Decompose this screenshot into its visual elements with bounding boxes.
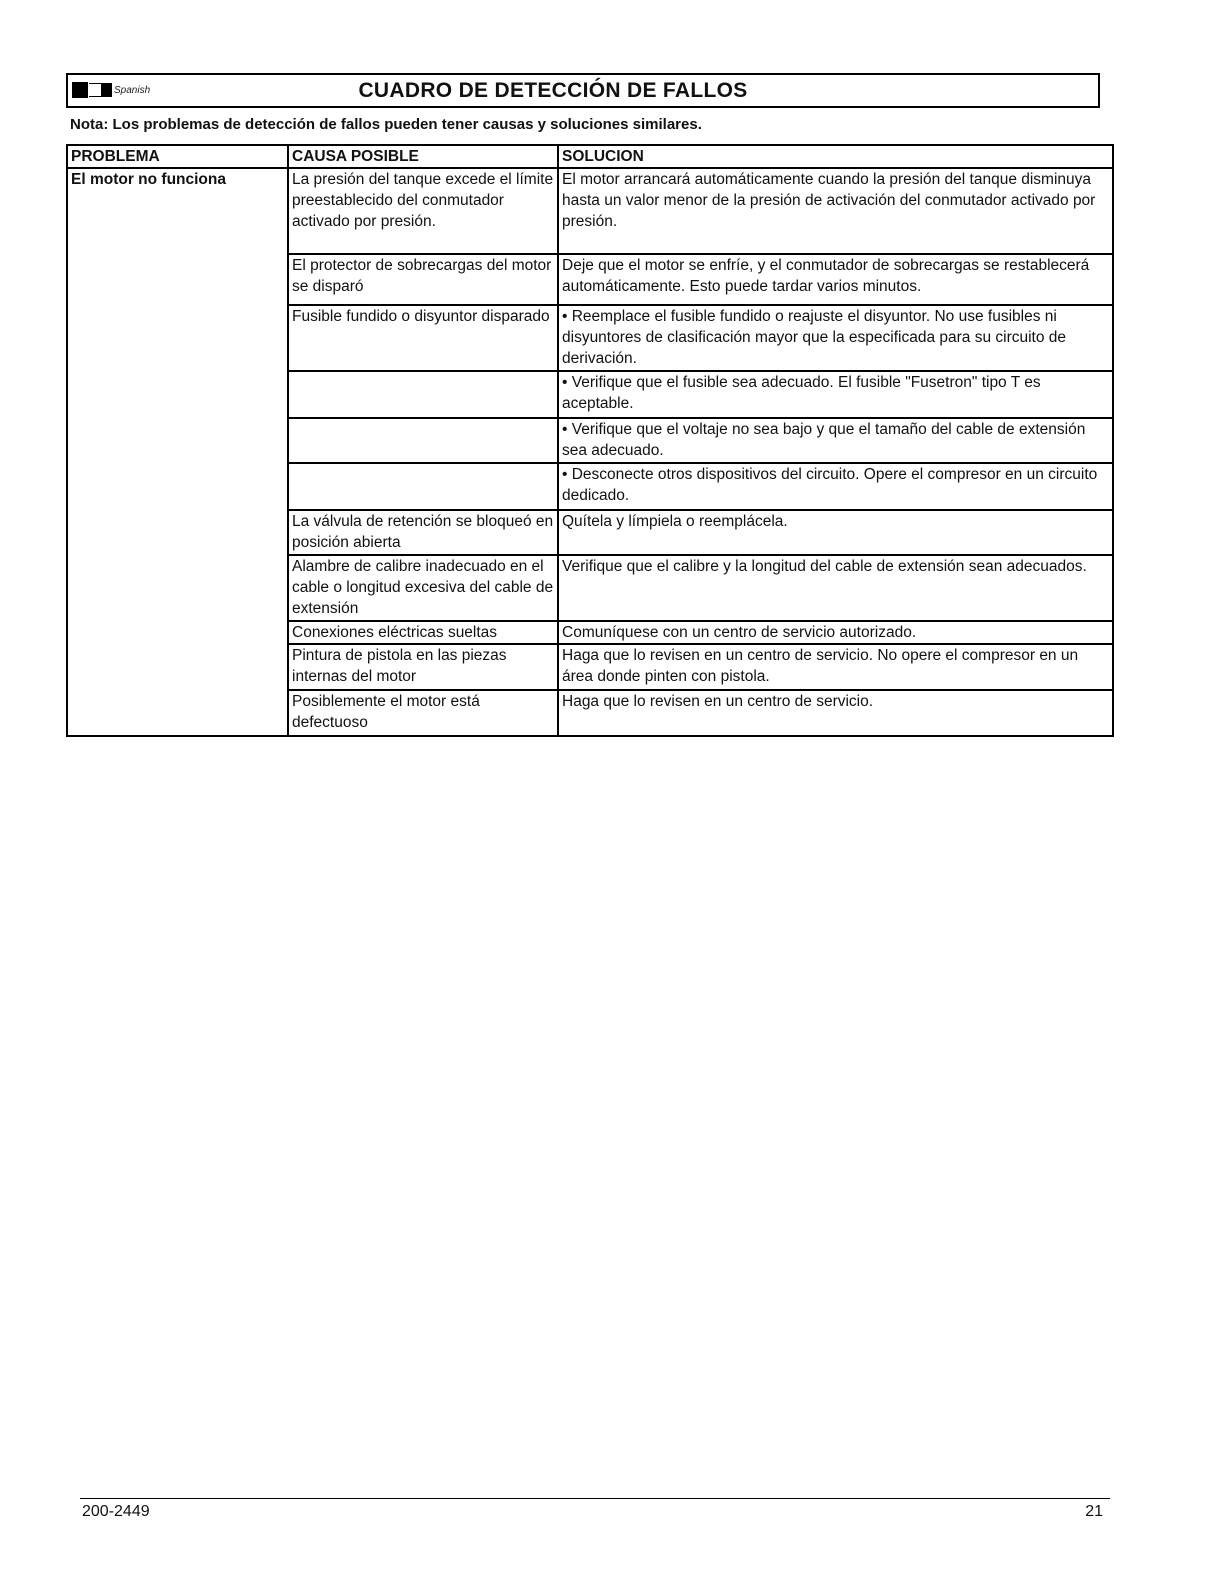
cause-cell (288, 371, 558, 418)
cause-cell: Conexiones eléctricas sueltas (288, 621, 558, 644)
cause-cell: El protector de sobrecargas del motor se disparó (288, 254, 558, 305)
cause-cell (288, 418, 558, 463)
cause-cell: Fusible fundido o disyuntor disparado (288, 305, 558, 371)
title-box (66, 73, 1100, 108)
solution-cell: Haga que lo revisen en un centro de servicio. (558, 690, 1113, 736)
header-solution: SOLUCION (558, 145, 1113, 168)
cause-cell: Posiblemente el motor está defectuoso (288, 690, 558, 736)
cause-cell: La válvula de retención se bloqueó en posición abierta (288, 510, 558, 555)
problem-cell: El motor no funciona (67, 168, 288, 736)
header-problem: PROBLEMA (67, 145, 288, 168)
language-label: Spanish (114, 84, 151, 96)
solution-cell: • Verifique que el fusible sea adecuado. El fusible "Fusetron" tipo T es aceptable. (558, 371, 1113, 418)
cause-cell (288, 463, 558, 510)
solution-cell: El motor arrancará automáticamente cuando la presión del tanque disminuya hasta un valor menor de la presión de activación del conmutador activado por presión. (558, 168, 1113, 254)
solution-cell: Verifique que el calibre y la longitud del cable de extensión sean adecuados. (558, 555, 1113, 621)
cause-cell: Alambre de calibre inadecuado en el cable o longitud excesiva del cable de extensión (288, 555, 558, 621)
header-cause: CAUSA POSIBLE (288, 145, 558, 168)
cause-cell: Pintura de pistola en las piezas internas del motor (288, 644, 558, 690)
solution-cell: Comuníquese con un centro de servicio autorizado. (558, 621, 1113, 644)
note-text: Nota: Los problemas de detección de fallos pueden tener causas y soluciones similares. (70, 116, 702, 133)
cause-cell: La presión del tanque excede el límite preestablecido del conmutador activado por presión. (288, 168, 558, 254)
page-title: CUADRO DE DETECCIÓN DE FALLOS (358, 79, 748, 102)
solution-cell: • Verifique que el voltaje no sea bajo y que el tamaño del cable de extensión sea adecuado. (558, 418, 1113, 463)
solution-cell: • Reemplace el fusible fundido o reajuste el disyuntor. No use fusibles ni disyuntores de clasificación mayor que la especificada para su circuito de derivación. (558, 305, 1113, 371)
solution-cell: Quítela y límpiela o reemplácela. (558, 510, 1113, 555)
table-row (67, 168, 1113, 254)
solution-cell: Haga que lo revisen en un centro de servicio. No opere el compresor en un área donde pinten con pistola. (558, 644, 1113, 690)
footer-divider (80, 1498, 1110, 1499)
troubleshooting-table (66, 144, 1114, 737)
footer-doc-number: 200-2449 (82, 1503, 150, 1520)
table-header-row (67, 145, 1113, 168)
footer-page-number: 21 (1085, 1503, 1103, 1520)
solution-cell: Deje que el motor se enfríe, y el conmutador de sobrecargas se restablecerá automáticamente. Esto puede tardar varios minutos. (558, 254, 1113, 305)
solution-cell: • Desconecte otros dispositivos del circuito. Opere el compresor en un circuito dedicado. (558, 463, 1113, 510)
